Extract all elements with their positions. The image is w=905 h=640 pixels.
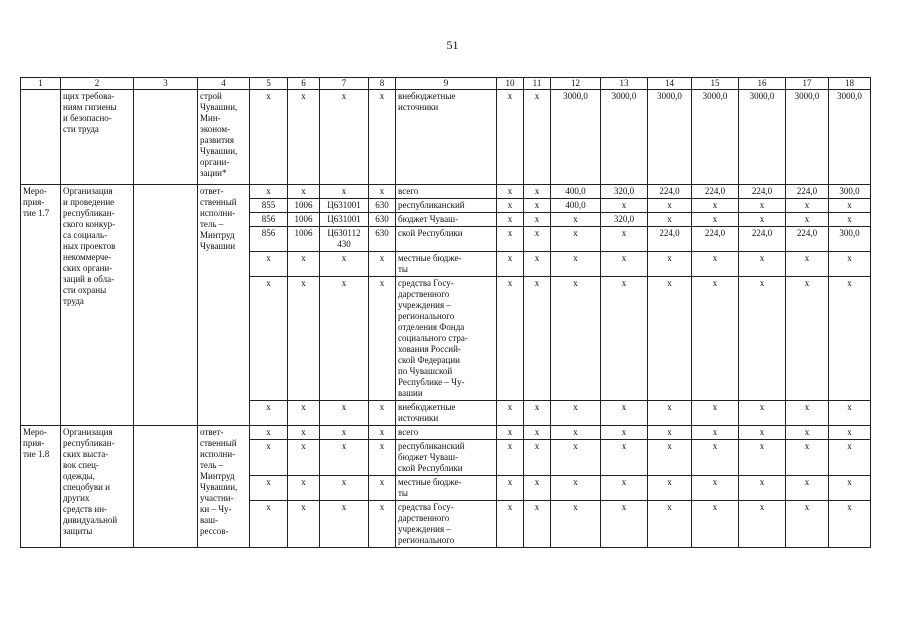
value-cell: x — [648, 476, 692, 501]
value-cell: x — [692, 476, 739, 501]
column-number: 4 — [198, 78, 250, 90]
value-cell: x — [692, 426, 739, 440]
value-cell: 1006 — [288, 227, 320, 252]
value-cell: x — [648, 440, 692, 476]
value-cell: x — [829, 252, 871, 277]
value-cell: x — [320, 426, 369, 440]
budget-table — [20, 77, 871, 548]
column-number: 7 — [320, 78, 369, 90]
value-cell: x — [320, 185, 369, 199]
value-cell: x — [739, 252, 786, 277]
value-cell: x — [497, 227, 524, 252]
value-cell: x — [692, 440, 739, 476]
value-cell: x — [786, 401, 829, 426]
value-cell: x — [601, 252, 648, 277]
value-cell: x — [551, 440, 601, 476]
source-cell: всего — [396, 185, 497, 199]
column-number: 12 — [551, 78, 601, 90]
value-cell: 224,0 — [739, 227, 786, 252]
value-cell: 224,0 — [786, 227, 829, 252]
value-cell: x — [288, 476, 320, 501]
value-cell: x — [692, 199, 739, 213]
column-number: 5 — [250, 78, 288, 90]
value-cell: x — [829, 501, 871, 548]
value-cell: x — [786, 213, 829, 227]
column-number: 13 — [601, 78, 648, 90]
value-cell: 855 — [250, 199, 288, 213]
value-cell: x — [497, 277, 524, 401]
value-cell: 300,0 — [829, 227, 871, 252]
value-cell: 224,0 — [692, 185, 739, 199]
measure-name-cell: Организация республикан- ских выста- вок спец- одежды, спецобуви и других средств ин- дивидуальной защиты — [61, 426, 134, 548]
source-cell: средства Госу- дарственного учреждения – регионального — [396, 501, 497, 548]
value-cell: x — [524, 185, 551, 199]
table-cell — [21, 90, 61, 185]
value-cell: x — [250, 426, 288, 440]
source-cell: внебюджетные источники — [396, 90, 497, 185]
table-row — [21, 90, 871, 185]
value-cell: 630 — [369, 213, 396, 227]
table-row — [21, 185, 871, 199]
value-cell: x — [648, 426, 692, 440]
value-cell: x — [601, 440, 648, 476]
value-cell: x — [601, 476, 648, 501]
column-number: 1 — [21, 78, 61, 90]
value-cell: x — [648, 213, 692, 227]
value-cell: x — [601, 227, 648, 252]
executor-cell: строй Чувашии, Мин- эконом- развития Чувашии, органи- зации* — [198, 90, 250, 185]
value-cell: x — [786, 440, 829, 476]
value-cell: x — [288, 277, 320, 401]
value-cell: 856 — [250, 213, 288, 227]
value-cell: x — [497, 476, 524, 501]
value-cell: x — [320, 401, 369, 426]
value-cell: x — [369, 501, 396, 548]
value-cell: x — [320, 277, 369, 401]
value-cell: x — [524, 501, 551, 548]
value-cell: x — [601, 501, 648, 548]
value-cell: x — [601, 426, 648, 440]
value-cell: x — [786, 476, 829, 501]
value-cell: x — [829, 199, 871, 213]
value-cell: x — [497, 440, 524, 476]
value-cell: x — [250, 476, 288, 501]
value-cell: x — [497, 501, 524, 548]
value-cell: x — [648, 252, 692, 277]
column-number: 15 — [692, 78, 739, 90]
value-cell: x — [288, 252, 320, 277]
value-cell: x — [320, 90, 369, 185]
value-cell: x — [829, 426, 871, 440]
value-cell: x — [369, 277, 396, 401]
value-cell: 400,0 — [551, 199, 601, 213]
value-cell: Ц631001 — [320, 199, 369, 213]
executor-cell: ответ- ственный исполни- тель – Минтруд Чувашии, участни- ки – Чу- ваш- рессов- — [198, 426, 250, 548]
value-cell: 3000,0 — [829, 90, 871, 185]
value-cell: 1006 — [288, 213, 320, 227]
executor-cell: ответ- ственный исполни- тель – Минтруд Чувашии — [198, 185, 250, 426]
value-cell: x — [551, 501, 601, 548]
value-cell: x — [739, 199, 786, 213]
value-cell: x — [369, 252, 396, 277]
value-cell: x — [551, 426, 601, 440]
value-cell: x — [551, 227, 601, 252]
value-cell: x — [829, 476, 871, 501]
value-cell: x — [739, 476, 786, 501]
column-number: 8 — [369, 78, 396, 90]
value-cell: Ц631001 — [320, 213, 369, 227]
value-cell: 3000,0 — [786, 90, 829, 185]
value-cell: x — [497, 213, 524, 227]
value-cell: x — [524, 426, 551, 440]
source-cell: всего — [396, 426, 497, 440]
value-cell: x — [524, 252, 551, 277]
source-cell: бюджет Чуваш- — [396, 213, 497, 227]
value-cell: 224,0 — [786, 185, 829, 199]
column-number: 3 — [134, 78, 198, 90]
value-cell: x — [692, 252, 739, 277]
table-cell — [134, 185, 198, 426]
measure-name-cell: Организация и проведение республикан- ского конкур- са социаль- ных проектов некоммерче- ских органи- заций в обла- сти охраны труда — [61, 185, 134, 426]
value-cell: 630 — [369, 199, 396, 213]
value-cell: x — [739, 277, 786, 401]
value-cell: x — [551, 213, 601, 227]
value-cell: x — [648, 277, 692, 401]
value-cell: x — [250, 501, 288, 548]
value-cell: x — [551, 476, 601, 501]
source-cell: внебюджетные источники — [396, 401, 497, 426]
value-cell: x — [320, 476, 369, 501]
value-cell: x — [250, 401, 288, 426]
value-cell: Ц630112 430 — [320, 227, 369, 252]
value-cell: x — [829, 277, 871, 401]
column-number: 14 — [648, 78, 692, 90]
measure-id-cell: Меро- прия- тие 1.7 — [21, 185, 61, 426]
value-cell: x — [551, 401, 601, 426]
value-cell: 300,0 — [829, 185, 871, 199]
value-cell: x — [320, 501, 369, 548]
value-cell: x — [497, 199, 524, 213]
column-number: 6 — [288, 78, 320, 90]
column-number: 16 — [739, 78, 786, 90]
value-cell: x — [524, 90, 551, 185]
table-cell — [134, 90, 198, 185]
value-cell: x — [739, 426, 786, 440]
value-cell: 630 — [369, 227, 396, 252]
value-cell: x — [648, 401, 692, 426]
value-cell: 400,0 — [551, 185, 601, 199]
value-cell: x — [648, 199, 692, 213]
table-cell — [134, 426, 198, 548]
table-row — [21, 426, 871, 440]
value-cell: x — [786, 199, 829, 213]
value-cell: x — [829, 401, 871, 426]
value-cell: x — [524, 476, 551, 501]
source-cell: республиканский — [396, 199, 497, 213]
value-cell: x — [524, 199, 551, 213]
value-cell: 224,0 — [739, 185, 786, 199]
source-cell: местные бюдже- ты — [396, 252, 497, 277]
value-cell: x — [524, 227, 551, 252]
value-cell: x — [288, 90, 320, 185]
value-cell: x — [320, 440, 369, 476]
column-number: 11 — [524, 78, 551, 90]
value-cell: x — [288, 426, 320, 440]
column-number: 9 — [396, 78, 497, 90]
value-cell: x — [601, 199, 648, 213]
header-row — [21, 78, 871, 90]
measure-id-cell: Меро- прия- тие 1.8 — [21, 426, 61, 548]
value-cell: x — [250, 252, 288, 277]
value-cell: x — [786, 426, 829, 440]
value-cell: x — [497, 185, 524, 199]
value-cell: x — [786, 252, 829, 277]
source-cell: ской Республики — [396, 227, 497, 252]
column-number: 10 — [497, 78, 524, 90]
value-cell: x — [369, 401, 396, 426]
value-cell: x — [786, 501, 829, 548]
value-cell: x — [369, 476, 396, 501]
value-cell: x — [524, 401, 551, 426]
value-cell: 3000,0 — [692, 90, 739, 185]
value-cell: x — [739, 213, 786, 227]
value-cell: x — [786, 277, 829, 401]
measure-name-cell: щих требова- ниям гигиены и безопасно- сти труда — [61, 90, 134, 185]
value-cell: x — [692, 401, 739, 426]
value-cell: x — [692, 277, 739, 401]
value-cell: 3000,0 — [601, 90, 648, 185]
value-cell: x — [829, 440, 871, 476]
value-cell: x — [497, 426, 524, 440]
value-cell: x — [692, 213, 739, 227]
value-cell: x — [524, 277, 551, 401]
source-cell: средства Госу- дарственного учреждения – регионального отделения Фонда социального стра- хования Россий- ской Федерации по Чувашской Республике – Чу- вашии — [396, 277, 497, 401]
value-cell: x — [369, 90, 396, 185]
value-cell: x — [551, 252, 601, 277]
value-cell: 856 — [250, 227, 288, 252]
column-number: 18 — [829, 78, 871, 90]
value-cell: x — [739, 440, 786, 476]
value-cell: x — [829, 213, 871, 227]
value-cell: x — [369, 440, 396, 476]
source-cell: республиканский бюджет Чуваш- ской Республики — [396, 440, 497, 476]
value-cell: x — [250, 90, 288, 185]
value-cell: 224,0 — [648, 227, 692, 252]
page-number: 51 — [446, 38, 459, 52]
value-cell: x — [250, 440, 288, 476]
value-cell: x — [692, 501, 739, 548]
value-cell: x — [369, 185, 396, 199]
column-number: 2 — [61, 78, 134, 90]
column-number: 17 — [786, 78, 829, 90]
value-cell: 320,0 — [601, 213, 648, 227]
value-cell: x — [497, 252, 524, 277]
value-cell: 224,0 — [692, 227, 739, 252]
value-cell: 320,0 — [601, 185, 648, 199]
value-cell: x — [320, 252, 369, 277]
value-cell: x — [497, 90, 524, 185]
value-cell: 3000,0 — [648, 90, 692, 185]
value-cell: x — [601, 401, 648, 426]
value-cell: x — [288, 185, 320, 199]
value-cell: x — [524, 440, 551, 476]
value-cell: x — [288, 501, 320, 548]
value-cell: x — [648, 501, 692, 548]
value-cell: x — [524, 213, 551, 227]
value-cell: 3000,0 — [739, 90, 786, 185]
value-cell: x — [288, 440, 320, 476]
value-cell: x — [288, 401, 320, 426]
value-cell: 224,0 — [648, 185, 692, 199]
value-cell: x — [497, 401, 524, 426]
value-cell: x — [601, 277, 648, 401]
value-cell: 1006 — [288, 199, 320, 213]
source-cell: местные бюдже- ты — [396, 476, 497, 501]
value-cell: x — [250, 185, 288, 199]
value-cell: x — [250, 277, 288, 401]
value-cell: x — [551, 277, 601, 401]
value-cell: x — [369, 426, 396, 440]
value-cell: x — [739, 501, 786, 548]
value-cell: x — [739, 401, 786, 426]
value-cell: 3000,0 — [551, 90, 601, 185]
